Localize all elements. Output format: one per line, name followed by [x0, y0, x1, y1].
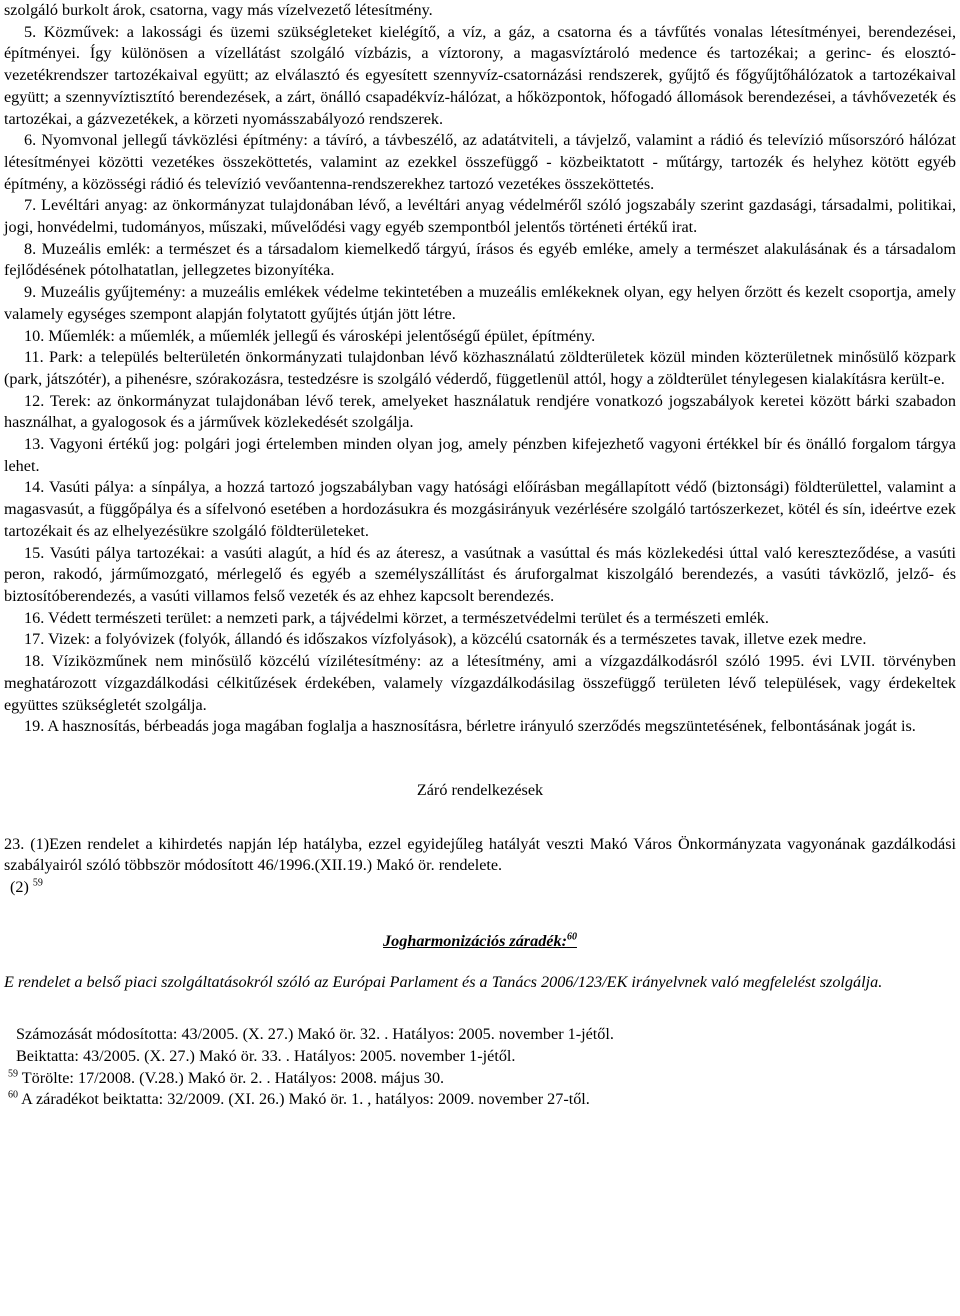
harmonization-clause-text: E rendelet a belső piaci szolgáltatásokról szóló az Európai Parlament és a Tanács 2006/123/EK irányelvnek való megfelelést szolgálja.: [4, 973, 883, 992]
footnote-mark: 59: [8, 1068, 18, 1080]
footnote-mark: 60: [8, 1089, 18, 1101]
definition-item-11: 11. Park: a település belterületén önkormányzati tulajdonban lévő közhasználatú zöldterületek közül minden közterületnek minősülő közpark (park, játszótér), a pihenésre, szórakozásra, testedzésre is szolgáló véderdő, függetlenül attól, hogy a zöldterület ténylegesen kialakításra került-e.: [4, 348, 956, 388]
definition-item-6: 6. Nyomvonal jellegű távközlési építmény: a távíró, a távbeszélő, az adatátviteli, a távjelző, valamint a rádió és televízió műsorszóró hálózat létesítményei közötti vezetékes összeköttetés, valamint az ezekkel összefüggő - közbeiktatott - műtárgy, tartozék és helyhez kötött egyéb építmény, a közösségi rádió és televízió vevőantenna-rendszerekhez tartozó vezetékes összeköttetés.: [4, 131, 956, 193]
definition-item-17: 17. Vizek: a folyóvizek (folyók, állandó és időszakos vízfolyások), a közcélú csatornák és a természetes tavak, illetve ezek medre.: [24, 630, 867, 649]
spacer: [4, 738, 956, 780]
definition-item-15: 15. Vasúti pálya tartozékai: a vasúti alagút, a híd és az áteresz, a vasútnak a vasúttal és más közlekedési úttal való kereszteződése, a vasúti peron, rakodó, járműmozgató, mérlegelő és egyéb a személyszállítást és áruforgalmat kiszolgáló berendezés, a vasúti távközlő, jelző- és biztosítóberendezés, a vasúti villamos felső vezeték és az ehhez kapcsolt berendezés.: [4, 543, 956, 605]
definition-item-7: 7. Levéltári anyag: az önkormányzat tulajdonában lévő, a levéltári anyag védelméről szóló jogszabály szerint gazdasági, társadalmi, politikai, jogi, honvédelmi, tudományos, műszaki, művelődési vagy egyéb szempontból jelentős történeti értékű irat.: [4, 196, 956, 237]
definition-item-5: 5. Közművek: a lakossági és üzemi szükségleteket kielégítő, a víz, a gáz, a csatorna és a távfűtés vonalas létesítményei, berendezései, építményei. Így különösen a vízellátást szolgáló vízbázis, a víztorony, a magasvíztároló medence és tartozékai; a gerinc- és elosztó-vezetékrendszer tartozékaival együtt; az elválasztó és egyesített szennyvíz-csatornázási rendszerek, gyűjtő és főgyűjtőhálózatok a tartozékaival együtt; a szennyvíztisztító berendezések, a zárt, önálló csapadékvíz-hálózat, a hőközpontok, hőfogadó állomások berendezései, a távhővezeték és tartozékai, a gázvezetékek, a körzeti nyomásszabályozó rendszerek.: [4, 22, 956, 128]
harmonization-clause-title: [4, 931, 956, 953]
footnote-ref-60[interactable]: 60: [566, 931, 577, 943]
footnote-59: [8, 1068, 956, 1090]
footnote-text: Beiktatta: 43/2005. (X. 27.) Makó ör. 33. . Hatályos: 2005. november 1-jétől.: [16, 1046, 516, 1065]
definition-item-18: 18. Víziközműnek nem minősülő közcélú vízilétesítmény: az a létesítmény, ami a vízgazdálkodásról szóló 1995. évi LVII. törvényben meghatározott vízgazdálkodási célkitűzések érdekében, valamely vízgazdálkodásilag összefüggő területen lévő települések, vagy érdekeltek együttes szükségletét szolgálja.: [4, 652, 956, 714]
definition-item-9: 9. Muzeális gyűjtemény: a muzeális emlékek védelme tekintetében a muzeális emlékeknek olyan, egy helyen őrzött és kezelt csoportja, amely valamely egységes szempont alapján folytatott gyűjtés útján jött létre.: [4, 283, 956, 323]
definition-item-12: 12. Terek: az önkormányzat tulajdonában lévő terek, amelyeket használatuk rendjére vonatkozó jogszabályok keretei között bárki szabadon használhat, a gyalogosok és a járművek közlekedését szolgálja.: [4, 391, 956, 432]
footnote: [8, 1046, 956, 1068]
footnote: [8, 1024, 956, 1046]
footnote-text: Törölte: 17/2008. (V.28.) Makó ör. 2. . Hatályos: 2008. május 30.: [21, 1068, 445, 1087]
section-23-paragraph-1: 23. (1)Ezen rendelet a kihirdetés napján lép hatályba, ezzel egyidejűleg hatályát veszti Makó Város Önkormányzata vagyonának gazdálkodási szabályairól szóló többször módosított 46/1996.(XII.19.) Makó ör. rendelete.: [4, 834, 956, 875]
paragraph-2-label: (2): [10, 878, 29, 897]
spacer: [4, 952, 956, 972]
section-23-paragraph-2: [4, 877, 956, 899]
definition-item-16: 16. Védett természeti terület: a nemzeti park, a tájvédelmi körzet, a természetvédelmi terület és a természeti emlék.: [24, 608, 769, 627]
spacer: [4, 994, 956, 1024]
footnote-60: [8, 1089, 956, 1111]
footnote-text: Számozását módosította: 43/2005. (X. 27.) Makó ör. 32. . Hatályos: 2005. november 1-jétől.: [16, 1025, 614, 1044]
closing-provisions-heading: Záró rendelkezések: [416, 780, 544, 799]
harmonization-title-text: Jogharmonizációs záradék:: [383, 931, 567, 950]
definition-item-14: 14. Vasúti pálya: a sínpálya, a hozzá tartozó jogszabályban vagy hatósági előírásban megállapított védő (biztonsági) földterülettel, valamint a magasvasút, a függőpálya és a sífelvonó esetében a hordozásukra és mozgásirányuk vezérlésére szolgáló tartószerkezet, kötél és sín, ideértve ezek tartozékait és az elhelyezésükre szolgáló földterületeket.: [4, 478, 956, 540]
definition-item-19: 19. A hasznosítás, bérbeadás joga magában foglalja a hasznosításra, bérletre irányuló szerződés megszüntetésének, felbontásának jogát is.: [24, 717, 916, 736]
top-fragment: szolgáló burkolt árok, csatorna, vagy más vízelvezető létesítmény.: [4, 1, 433, 19]
document-page: [4, 0, 956, 1111]
spacer: [4, 899, 956, 931]
definition-item-10: 10. Műemlék: a műemlék, a műemlék jellegű és városképi jelentőségű épület, építmény.: [24, 326, 596, 345]
footnote-ref-59[interactable]: 59: [32, 877, 43, 889]
definition-item-13: 13. Vagyoni értékű jog: polgári jogi értelemben minden olyan jog, amely pénzben kifejezhető vagyoni értékkel bír és önálló forgalom tárgya lehet.: [4, 435, 956, 475]
definition-item-8: 8. Muzeális emlék: a természet és a társadalom kiemelkedő tárgyú, írásos és egyéb emléke, amely a természet alakulásának és a társadalom fejlődésének pótolhatatlan, jellegzetes bizonyítéka.: [4, 239, 956, 280]
footnotes: [8, 1024, 956, 1111]
spacer: [4, 802, 956, 834]
footnote-text: A záradékot beiktatta: 32/2009. (XI. 26.) Makó ör. 1. , hatályos: 2009. november 27-től.: [21, 1090, 590, 1109]
